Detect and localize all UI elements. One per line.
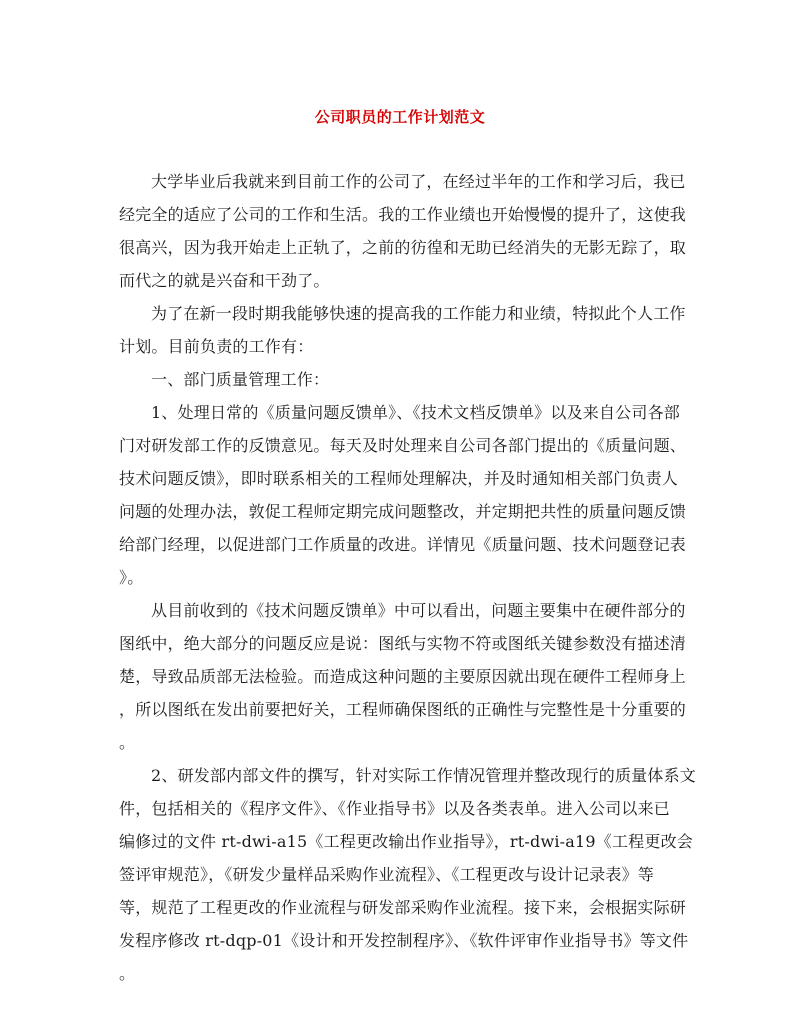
paragraph-line: 等，规范了工程更改的作业流程与研发部采购作业流程。接下来，会根据实际研 <box>119 898 687 917</box>
paragraph-line: 技术问题反馈》，即时联系相关的工程师处理解决，并及时通知相关部门负责人 <box>119 469 679 488</box>
paragraph-line: 计划。目前负责的工作有： <box>119 337 314 356</box>
paragraph-line: 经完全的适应了公司的工作和生活。我的工作业绩也开始慢慢的提升了，这使我 <box>119 205 687 224</box>
paragraph-line: 发程序修改 rt-dqp-01《设计和开发控制程序》、《软件评审作业指导书》等文件 <box>119 931 689 950</box>
paragraph-line: 楚，导致品质部无法检验。而造成这种问题的主要原因就出现在硬件工程师身上 <box>119 667 687 686</box>
paragraph-line: 门对研发部工作的反馈意见。每天及时处理来自公司各部门提出的《质量问题、 <box>119 436 687 455</box>
paragraph-line: 件，包括相关的《程序文件》、《作业指导书》以及各类表单。进入公司以来已 <box>119 799 671 818</box>
paragraph-line: 图纸中，绝大部分的问题反应是说：图纸与实物不符或图纸关键参数没有描述清 <box>119 634 687 653</box>
paragraph-line: 1、处理日常的《质量问题反馈单》、《技术文档反馈单》以及来自公司各部 <box>151 403 680 422</box>
paragraph-line: 。 <box>119 733 136 752</box>
paragraph-line: 问题的处理办法，敦促工程师定期完成问题整改，并定期把共性的质量问题反馈 <box>119 502 687 521</box>
paragraph-line: 。 <box>119 964 136 983</box>
paragraph-line: 给部门经理，以促进部门工作质量的改进。详情见《质量问题、技术问题登记表 <box>119 535 687 554</box>
section-heading: 一、部门质量管理工作： <box>151 370 330 389</box>
paragraph-line: 2、研发部内部文件的撰写，针对实际工作情况管理并整改现行的质量体系文 <box>151 766 696 785</box>
paragraph-line: ，所以图纸在发出前要把好关，工程师确保图纸的正确性与完整性是十分重要的 <box>119 700 687 719</box>
paragraph-line: 签评审规范》，《研发少量样品采购作业流程》、《工程更改与设计记录表》等 <box>119 865 655 884</box>
paragraph-line: 而代之的就是兴奋和干劲了。 <box>119 271 330 290</box>
paragraph-line: 很高兴，因为我开始走上正轨了，之前的彷徨和无助已经消失的无影无踪了，取 <box>119 238 687 257</box>
paragraph-line: 编修过的文件 rt-dwi-a15《工程更改输出作业指导》，rt-dwi-a19《工程更改会 <box>119 832 693 851</box>
document-title: 公司职员的工作计划范文 <box>314 108 486 126</box>
paragraph-line: 为了在新一段时期我能够快速的提高我的工作能力和业绩，特拟此个人工作 <box>151 304 686 323</box>
paragraph-line: 大学毕业后我就来到目前工作的公司了，在经过半年的工作和学习后，我已 <box>151 172 686 191</box>
paragraph-line: 》。 <box>119 568 144 587</box>
paragraph-line: 从目前收到的《技术问题反馈单》中可以看出，问题主要集中在硬件部分的 <box>151 601 686 620</box>
